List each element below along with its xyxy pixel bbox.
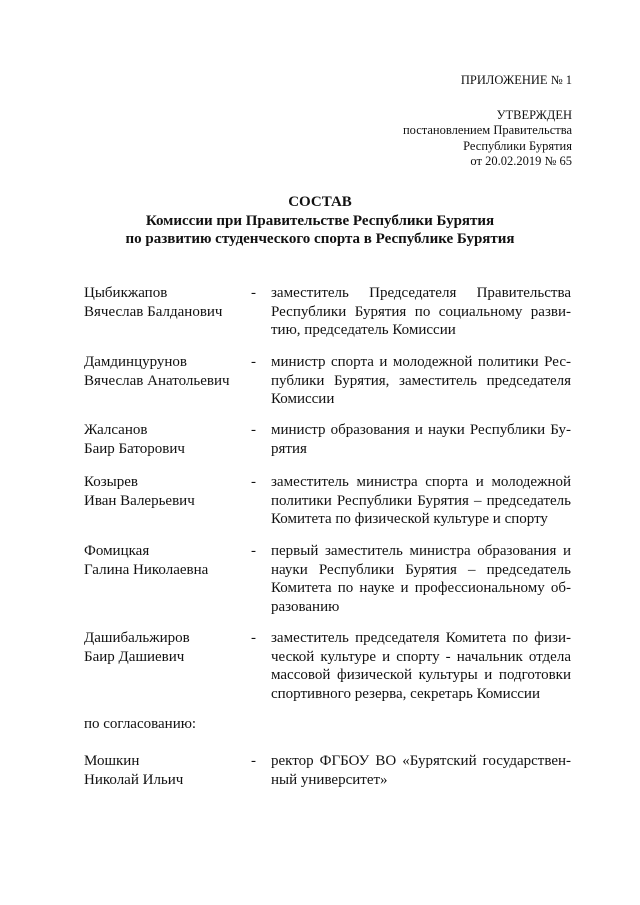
role-line: ческой культуре и спорту - начальник отдела <box>271 648 571 665</box>
agreement-label: по согласованию: <box>84 716 197 732</box>
member-given-name: Вячеслав Анатольевич <box>84 372 230 389</box>
role-line: министр спорта и молодежной политики Рес- <box>271 354 571 370</box>
separator-dash: - <box>251 422 256 438</box>
role-line: науки Республики Бурятия – председатель <box>271 561 571 578</box>
role-line: министр образования и науки Республики Бу- <box>271 422 571 438</box>
member-role <box>271 421 571 458</box>
member-given-name: Баир Баторович <box>84 440 185 457</box>
member-surname: Мошкин <box>84 753 140 769</box>
member-role <box>271 284 571 340</box>
decree-date: от 20.02.2019 № 65 <box>470 154 572 168</box>
role-line: Республики Бурятия по социальному разви- <box>271 303 571 320</box>
member-surname: Дамдинцурунов <box>84 354 188 370</box>
role-line: Комитета по физической культуре и спорту <box>271 511 548 527</box>
member-given-name: Иван Валерьевич <box>84 492 195 509</box>
member-surname: Цыбикжапов <box>84 285 168 301</box>
member-surname: Жалсанов <box>84 422 148 438</box>
member-role <box>271 542 571 616</box>
member-surname: Козырев <box>84 474 139 490</box>
appendix-number: ПРИЛОЖЕНИЕ № 1 <box>460 73 572 87</box>
title-line-1: СОСТАВ <box>288 194 352 210</box>
member-surname: Дашибальжиров <box>84 630 190 646</box>
separator-dash: - <box>251 354 256 370</box>
role-line: первый заместитель министра образования и <box>271 543 571 559</box>
role-line: массовой физической культуры и подготовки <box>271 667 571 683</box>
member-given-name: Николай Ильич <box>84 771 184 788</box>
role-line: разованию <box>271 598 340 615</box>
title-line-3: по развитию студенческого спорта в Республике Бурятия <box>125 231 515 247</box>
separator-dash: - <box>251 753 256 769</box>
role-line: тию, председатель Комиссии <box>271 322 456 338</box>
approved-label: УТВЕРЖДЕН <box>496 107 572 122</box>
member-name <box>84 473 249 510</box>
role-line: политики Республики Бурятия – председатель <box>271 492 571 509</box>
role-line: заместитель министра спорта и молодежной <box>271 474 571 490</box>
separator-dash: - <box>251 630 256 646</box>
role-line: заместитель Председателя Правительства <box>271 285 571 301</box>
separator-dash: - <box>251 543 256 559</box>
member-role <box>271 353 571 409</box>
role-line: ный университет» <box>271 771 388 788</box>
member-given-name: Баир Дашиевич <box>84 648 185 665</box>
member-role <box>271 629 571 703</box>
member-surname: Фомицкая <box>84 543 150 559</box>
role-line: Комиссии <box>271 391 335 407</box>
separator-dash: - <box>251 285 256 301</box>
member-name <box>84 629 249 666</box>
role-line: спортивного резерва, секретарь Комиссии <box>271 685 540 702</box>
separator-dash: - <box>251 474 256 490</box>
role-line: ректор ФГБОУ ВО «Бурятский государствен- <box>271 753 571 769</box>
role-line: заместитель председателя Комитета по физи- <box>271 630 571 646</box>
decree-line-2: Республики Бурятия <box>463 138 572 153</box>
member-role <box>271 473 571 529</box>
member-given-name: Галина Николаевна <box>84 561 209 578</box>
title-line-2: Комиссии при Правительстве Республики Бурятия <box>145 212 495 229</box>
role-line: рятия <box>271 440 307 457</box>
role-line: Комитета по науке и профессиональному об- <box>271 580 571 596</box>
member-name <box>84 421 249 458</box>
member-name <box>84 542 249 579</box>
document-title <box>0 193 640 249</box>
member-name <box>84 284 249 321</box>
decree-line-1: постановлением Правительства <box>402 123 572 137</box>
role-line: публики Бурятия, заместитель председателя <box>271 372 571 389</box>
approval-header <box>403 73 572 170</box>
member-name <box>84 353 249 390</box>
member-role <box>271 752 571 789</box>
member-given-name: Вячеслав Балданович <box>84 303 223 320</box>
member-name <box>84 752 249 789</box>
